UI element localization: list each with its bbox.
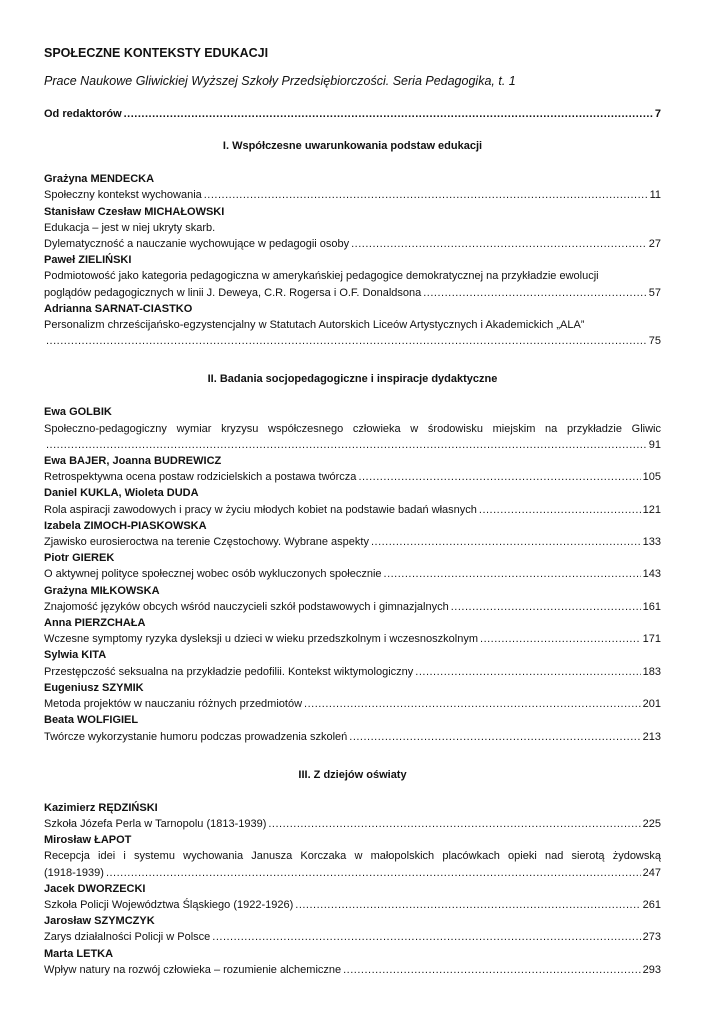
entry-page: 161 <box>642 600 661 613</box>
entry-author: Mirosław ŁAPOT <box>44 834 132 847</box>
dot-leader <box>423 285 647 301</box>
entry-title-line: Społeczno-pedagogiczny wymiar kryzysu współczesnego człowieka w środowisku miejskim na przykładzie Gliwic <box>44 422 661 435</box>
entry-title: Szkoła Policji Województwa Śląskiego (1922-1926) <box>44 898 294 911</box>
toc-entry <box>44 913 661 945</box>
dot-leader <box>46 437 647 453</box>
entry-page: 7 <box>654 108 661 120</box>
entry-page: 91 <box>648 438 661 451</box>
toc-entry <box>44 881 661 913</box>
entry-line <box>44 729 661 745</box>
entry-line <box>44 696 661 712</box>
entry-title: Przestępczość seksualna na przykładzie pedofilii. Kontekst wiktymologiczny <box>44 665 414 678</box>
entry-author: Grażyna MIŁKOWSKA <box>44 584 160 597</box>
entry-author: Anna PIERZCHAŁA <box>44 617 146 630</box>
dot-leader <box>415 664 640 680</box>
entry-line <box>44 502 661 518</box>
entry-author: Paweł ZIELIŃSKI <box>44 254 132 267</box>
entry-page: 121 <box>642 503 661 516</box>
dot-leader <box>304 696 641 712</box>
entry-page: 143 <box>642 568 661 581</box>
book-subtitle: Prace Naukowe Gliwickiej Wyższej Szkoły Przedsiębiorczości. Seria Pedagogika, t. 1 <box>44 74 516 88</box>
dot-leader <box>212 929 640 945</box>
dot-leader <box>358 469 640 485</box>
dot-leader <box>343 962 641 978</box>
entry-line <box>44 599 661 615</box>
toc-entry <box>44 252 661 301</box>
entry-author: Ewa BAJER, Joanna BUDREWICZ <box>44 455 222 468</box>
entry-title: Znajomość języków obcych wśród nauczycieli szkół podstawowych i gimnazjalnych <box>44 600 449 613</box>
dot-leader <box>349 729 640 745</box>
entry-page: 171 <box>642 633 661 646</box>
entry-author: Marta LETKA <box>44 947 114 960</box>
dot-leader <box>451 599 641 615</box>
entry-title-line: Personalizm chrześcijańsko-egzystencjalny w Statutach Autorskich Liceów Artystycznych i Akademickich „ALA” <box>44 319 585 332</box>
entry-title: Metoda projektów w nauczaniu różnych przedmiotów <box>44 698 303 711</box>
entry-title: Retrospektywna ocena postaw rodzicielskich a postawa twórcza <box>44 471 357 484</box>
entry-author: Grażyna MENDECKA <box>44 173 155 186</box>
dot-leader <box>204 187 648 203</box>
entry-page: 201 <box>642 698 661 711</box>
entry-author: Daniel KUKLA, Wioleta DUDA <box>44 487 199 500</box>
entry-title: Społeczny kontekst wychowania <box>44 189 202 202</box>
entry-page: 183 <box>642 665 661 678</box>
toc-entry <box>44 453 661 485</box>
dot-leader <box>295 897 640 913</box>
entry-title: poglądów pedagogicznych w linii J. Deweya, C.R. Rogersa i O.F. Donaldsona <box>44 286 422 299</box>
entry-title: (1918-1939) <box>44 866 104 879</box>
entry-title: Zarys działalności Policji w Polsce <box>44 931 211 944</box>
toc-entry <box>44 680 661 712</box>
entry-title: Szkoła Józefa Perla w Tarnopolu (1813-1939) <box>44 817 267 830</box>
entry-line <box>44 285 661 301</box>
entry-title-line: Edukacja – jest w niej ukryty skarb. <box>44 221 216 234</box>
entry-title: Wpływ natury na rozwój człowieka – rozumienie alchemiczne <box>44 963 342 976</box>
toc-entry <box>44 485 661 517</box>
entry-author: Sylwia KITA <box>44 649 107 662</box>
dot-leader <box>480 631 641 647</box>
entry-line <box>44 437 661 453</box>
entry-line <box>44 534 661 550</box>
entry-title: Wczesne symptomy ryzyka dysleksji u dzieci w wieku przedszkolnym i wczesnoszkolnym <box>44 633 479 646</box>
entry-line <box>44 333 661 349</box>
entry-line <box>44 816 661 832</box>
entry-line <box>44 897 661 913</box>
entry-page: 105 <box>642 471 661 484</box>
toc-entry <box>44 832 661 881</box>
entry-title: Twórcze wykorzystanie humoru podczas prowadzenia szkoleń <box>44 730 348 743</box>
entry-line <box>44 929 661 945</box>
toc-entry <box>44 712 661 744</box>
entry-title-line: Recepcja idei i systemu wychowania Janusza Korczaka w małopolskich placówkach opieki nad sierotą żydowską <box>44 850 661 863</box>
toc-entry <box>44 404 661 453</box>
entry-line <box>44 236 661 252</box>
entry-author: Ewa GOLBIK <box>44 406 112 419</box>
entry-line <box>44 664 661 680</box>
entry-page: 273 <box>642 931 661 944</box>
toc-entry <box>44 171 661 203</box>
entry-page: 225 <box>642 817 661 830</box>
dot-leader <box>351 236 647 252</box>
entry-title: Rola aspiracji zawodowych i pracy w życiu młodych kobiet na podstawie badań własnych <box>44 503 477 516</box>
entry-line <box>44 187 661 203</box>
entry-page: 261 <box>642 898 661 911</box>
toc-entry <box>44 647 661 679</box>
entry-page: 75 <box>648 335 661 348</box>
toc-entry <box>44 204 661 253</box>
entry-author: Eugeniusz SZYMIK <box>44 681 144 694</box>
section-heading: III. Z dziejów oświaty <box>298 768 407 781</box>
entry-page: 11 <box>649 189 661 202</box>
entry-line <box>44 631 661 647</box>
section-heading: I. Współczesne uwarunkowania podstaw edukacji <box>222 140 483 153</box>
entry-author: Piotr GIEREK <box>44 552 115 565</box>
entry-page: 27 <box>648 238 661 251</box>
entry-title: Zjawisko eurosieroctwa na terenie Częstochowy. Wybrane aspekty <box>44 536 369 549</box>
entry-author: Izabela ZIMOCH-PIASKOWSKA <box>44 519 207 532</box>
entry-line <box>44 962 661 978</box>
entry-title-line: Podmiotowość jako kategoria pedagogiczna w amerykańskiej pedagogice demokratycznej na przykładzie ewolucji <box>44 270 599 283</box>
entry-title: O aktywnej polityce społecznej wobec osób wykluczonych społecznie <box>44 568 382 581</box>
toc-entry <box>44 615 661 647</box>
toc-entry <box>44 583 661 615</box>
dot-leader <box>124 106 653 122</box>
dot-leader <box>106 865 641 881</box>
entry-page: 133 <box>642 536 661 549</box>
entry-line <box>44 865 661 881</box>
entry-page: 247 <box>642 866 661 879</box>
entry-author: Stanisław Czesław MICHAŁOWSKI <box>44 205 225 218</box>
entry-line <box>44 469 661 485</box>
entry-line <box>44 566 661 582</box>
entry-author: Jarosław SZYMCZYK <box>44 915 155 928</box>
entry-title: Od redaktorów <box>44 108 122 120</box>
section-heading: II. Badania socjopedagogiczne i inspiracje dydaktyczne <box>207 373 498 386</box>
toc-entry <box>44 301 661 350</box>
entry-page: 213 <box>642 730 661 743</box>
dot-leader <box>479 502 641 518</box>
entry-author: Adrianna SARNAT-CIASTKO <box>44 302 193 315</box>
dot-leader <box>46 333 647 349</box>
entry-title: Dylematyczność a nauczanie wychowujące w pedagogii osoby <box>44 238 350 251</box>
book-title: SPOŁECZNE KONTEKSTY EDUKACJI <box>44 46 269 60</box>
entry-author: Jacek DWORZECKI <box>44 882 146 895</box>
toc-entry <box>44 518 661 550</box>
entry-page: 57 <box>648 286 661 299</box>
toc-entry-editor <box>44 106 661 122</box>
entry-page: 293 <box>642 963 661 976</box>
toc-entry <box>44 946 661 978</box>
dot-leader <box>371 534 641 550</box>
entry-author: Beata WOLFIGIEL <box>44 714 139 727</box>
dot-leader <box>268 816 640 832</box>
toc-entry <box>44 800 661 832</box>
toc-entry <box>44 550 661 582</box>
dot-leader <box>384 566 641 582</box>
entry-author: Kazimierz RĘDZIŃSKI <box>44 801 158 814</box>
